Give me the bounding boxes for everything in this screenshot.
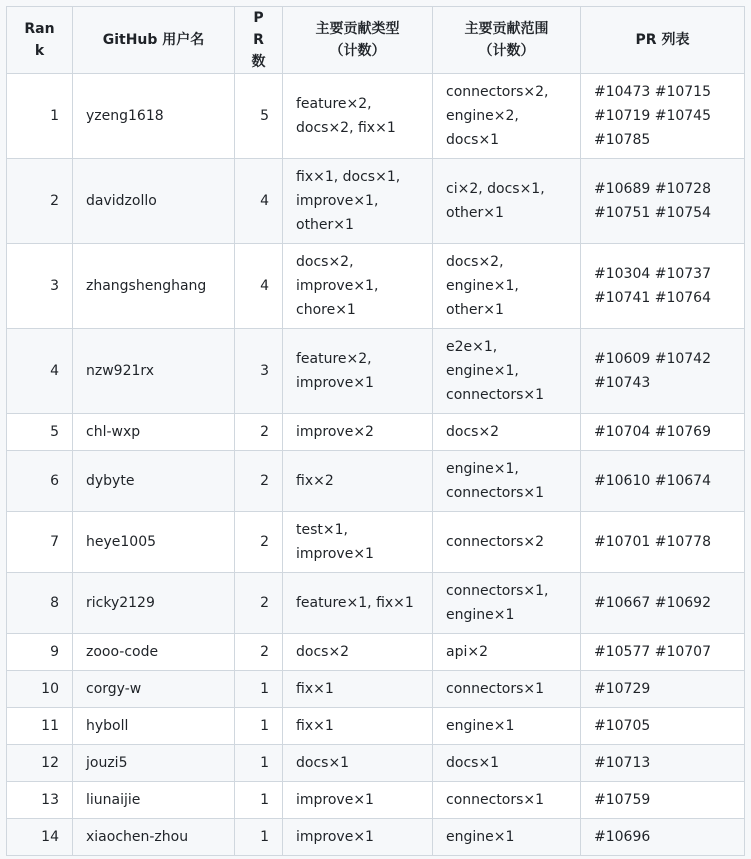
rank-cell: 9 <box>7 634 73 671</box>
pr-list-cell-line: #10705 <box>594 718 651 734</box>
scopes-cell-line: connectors×1, <box>446 583 549 599</box>
pr-list-cell-line: #10304 #10737 <box>594 266 711 282</box>
pr-list-cell-line: #10713 <box>594 755 651 771</box>
header-line: （计数） <box>478 43 535 59</box>
scopes-cell <box>433 819 581 856</box>
rank-cell: 6 <box>7 451 73 512</box>
scopes-cell-line: connectors×1 <box>446 485 545 501</box>
scopes-cell <box>433 329 581 414</box>
rank-cell: 4 <box>7 329 73 414</box>
table-row <box>7 414 745 451</box>
header-pr-list: PR 列表 <box>581 7 745 74</box>
pr-list-cell-line: #10609 #10742 <box>594 351 711 367</box>
table-row <box>7 451 745 512</box>
username-cell: ricky2129 <box>73 573 235 634</box>
scopes-cell <box>433 573 581 634</box>
types-cell-line: feature×2, <box>296 351 372 367</box>
types-cell <box>283 329 433 414</box>
table-row <box>7 159 745 244</box>
rank-cell: 14 <box>7 819 73 856</box>
rank-cell: 8 <box>7 573 73 634</box>
pr-count-cell: 2 <box>235 573 283 634</box>
types-cell <box>283 573 433 634</box>
rank-cell: 10 <box>7 671 73 708</box>
types-cell-line: improve×1, <box>296 278 379 294</box>
scopes-cell <box>433 708 581 745</box>
pr-list-cell <box>581 244 745 329</box>
contributors-table <box>6 6 745 856</box>
rank-cell: 1 <box>7 74 73 159</box>
pr-count-cell: 2 <box>235 634 283 671</box>
pr-count-cell: 2 <box>235 414 283 451</box>
scopes-cell <box>433 782 581 819</box>
pr-list-cell <box>581 573 745 634</box>
scopes-cell-line: e2e×1, <box>446 339 498 355</box>
pr-count-cell: 1 <box>235 671 283 708</box>
types-cell-line: feature×1, fix×1 <box>296 595 414 611</box>
scopes-cell-line: engine×1, <box>446 363 519 379</box>
types-cell-line: chore×1 <box>296 302 356 318</box>
pr-list-cell-line: #10751 #10754 <box>594 205 711 221</box>
scopes-cell <box>433 159 581 244</box>
pr-count-cell: 4 <box>235 159 283 244</box>
scopes-cell-line: docs×1 <box>446 755 500 771</box>
types-cell <box>283 671 433 708</box>
username-cell: heye1005 <box>73 512 235 573</box>
types-cell <box>283 708 433 745</box>
types-cell-line: docs×2 <box>296 644 350 660</box>
header-scopes <box>433 7 581 74</box>
types-cell <box>283 451 433 512</box>
types-cell-line: test×1, <box>296 522 348 538</box>
types-cell-line: improve×1, <box>296 193 379 209</box>
header-pr-count <box>235 7 283 74</box>
scopes-cell <box>433 74 581 159</box>
header-scopes-text <box>446 18 567 62</box>
pr-list-cell <box>581 512 745 573</box>
header-line: 主要贡献类型 <box>315 21 400 37</box>
pr-list-cell-line: #10729 <box>594 681 651 697</box>
table-row <box>7 244 745 329</box>
username-cell: davidzollo <box>73 159 235 244</box>
scopes-cell-line: connectors×1 <box>446 681 545 697</box>
scopes-cell-line: other×1 <box>446 302 504 318</box>
table-row <box>7 671 745 708</box>
types-cell-line: improve×1 <box>296 375 374 391</box>
types-cell-line: improve×2 <box>296 424 374 440</box>
scopes-cell <box>433 414 581 451</box>
types-cell-line: docs×2, fix×1 <box>296 120 396 136</box>
types-cell <box>283 244 433 329</box>
scopes-cell-line: engine×1 <box>446 718 515 734</box>
types-cell <box>283 745 433 782</box>
pr-count-cell: 3 <box>235 329 283 414</box>
scopes-cell-line: engine×1, <box>446 461 519 477</box>
types-cell <box>283 634 433 671</box>
pr-list-cell-line: #10785 <box>594 132 651 148</box>
scopes-cell-line: other×1 <box>446 205 504 221</box>
header-types-text <box>296 18 419 62</box>
pr-list-cell <box>581 74 745 159</box>
types-cell-line: fix×1, docs×1, <box>296 169 401 185</box>
scopes-cell-line: api×2 <box>446 644 488 660</box>
scopes-cell-line: engine×1 <box>446 829 515 845</box>
scopes-cell-line: engine×1, <box>446 278 519 294</box>
table-body <box>7 74 745 856</box>
table-row <box>7 708 745 745</box>
table-row <box>7 782 745 819</box>
username-cell: jouzi5 <box>73 745 235 782</box>
pr-list-cell <box>581 329 745 414</box>
pr-list-cell-line: #10577 #10707 <box>594 644 711 660</box>
table-header-row <box>7 7 745 74</box>
header-line: （计数） <box>329 43 386 59</box>
types-cell <box>283 512 433 573</box>
header-rank: Rank <box>7 7 73 74</box>
scopes-cell-line: docs×1 <box>446 132 500 148</box>
pr-list-cell-line: #10719 #10745 <box>594 108 711 124</box>
types-cell-line: other×1 <box>296 217 354 233</box>
types-cell-line: improve×1 <box>296 829 374 845</box>
pr-list-cell-line: #10473 #10715 <box>594 84 711 100</box>
pr-list-cell <box>581 414 745 451</box>
username-cell: zooo-code <box>73 634 235 671</box>
rank-cell: 7 <box>7 512 73 573</box>
types-cell-line: fix×1 <box>296 718 334 734</box>
username-cell: dybyte <box>73 451 235 512</box>
pr-list-cell <box>581 819 745 856</box>
rank-cell: 3 <box>7 244 73 329</box>
scopes-cell <box>433 451 581 512</box>
scopes-cell-line: connectors×2 <box>446 534 545 550</box>
types-cell-line: docs×1 <box>296 755 350 771</box>
pr-count-cell: 2 <box>235 512 283 573</box>
pr-list-cell-line: #10701 #10778 <box>594 534 711 550</box>
types-cell-line: fix×1 <box>296 681 334 697</box>
username-cell: xiaochen-zhou <box>73 819 235 856</box>
rank-cell: 5 <box>7 414 73 451</box>
pr-list-cell <box>581 634 745 671</box>
types-cell <box>283 159 433 244</box>
scopes-cell <box>433 634 581 671</box>
types-cell-line: feature×2, <box>296 96 372 112</box>
scopes-cell-line: docs×2, <box>446 254 504 270</box>
header-username: GitHub 用户名 <box>73 7 235 74</box>
types-cell <box>283 819 433 856</box>
pr-count-cell: 4 <box>235 244 283 329</box>
pr-list-cell-line: #10704 #10769 <box>594 424 711 440</box>
scopes-cell <box>433 512 581 573</box>
pr-list-cell-line: #10689 #10728 <box>594 181 711 197</box>
header-line: 数 <box>251 54 266 70</box>
username-cell: hyboll <box>73 708 235 745</box>
rank-cell: 2 <box>7 159 73 244</box>
scopes-cell-line: docs×2 <box>446 424 500 440</box>
table-row <box>7 573 745 634</box>
username-cell: corgy-w <box>73 671 235 708</box>
header-line: PR <box>253 10 264 48</box>
scopes-cell-line: connectors×2, <box>446 84 549 100</box>
pr-count-cell: 1 <box>235 745 283 782</box>
pr-list-cell <box>581 671 745 708</box>
types-cell <box>283 74 433 159</box>
types-cell-line: improve×1 <box>296 546 374 562</box>
header-line: 主要贡献范围 <box>464 21 549 37</box>
pr-list-cell <box>581 451 745 512</box>
pr-list-cell-line: #10743 <box>594 375 651 391</box>
pr-list-cell-line: #10759 <box>594 792 651 808</box>
pr-list-cell <box>581 708 745 745</box>
scopes-cell-line: engine×1 <box>446 607 515 623</box>
scopes-cell-line: engine×2, <box>446 108 519 124</box>
table-row <box>7 819 745 856</box>
table-row <box>7 512 745 573</box>
scopes-cell <box>433 671 581 708</box>
username-cell: chl-wxp <box>73 414 235 451</box>
scopes-cell <box>433 244 581 329</box>
table-row <box>7 634 745 671</box>
pr-count-cell: 1 <box>235 708 283 745</box>
types-cell <box>283 782 433 819</box>
types-cell <box>283 414 433 451</box>
pr-list-cell-line: #10667 #10692 <box>594 595 711 611</box>
types-cell-line: fix×2 <box>296 473 334 489</box>
username-cell: nzw921rx <box>73 329 235 414</box>
scopes-cell <box>433 745 581 782</box>
pr-list-cell-line: #10741 #10764 <box>594 290 711 306</box>
scopes-cell-line: connectors×1 <box>446 792 545 808</box>
username-cell: liunaijie <box>73 782 235 819</box>
username-cell: zhangshenghang <box>73 244 235 329</box>
rank-cell: 12 <box>7 745 73 782</box>
scopes-cell-line: ci×2, docs×1, <box>446 181 545 197</box>
pr-count-cell: 2 <box>235 451 283 512</box>
pr-list-cell-line: #10696 <box>594 829 651 845</box>
header-pr-count-text <box>248 7 269 73</box>
pr-count-cell: 1 <box>235 782 283 819</box>
pr-count-cell: 5 <box>235 74 283 159</box>
scopes-cell-line: connectors×1 <box>446 387 545 403</box>
rank-cell: 13 <box>7 782 73 819</box>
table-row <box>7 74 745 159</box>
table-row <box>7 329 745 414</box>
pr-list-cell-line: #10610 #10674 <box>594 473 711 489</box>
contributors-table-container <box>6 6 744 856</box>
types-cell-line: improve×1 <box>296 792 374 808</box>
pr-list-cell <box>581 782 745 819</box>
username-cell: yzeng1618 <box>73 74 235 159</box>
table-row <box>7 745 745 782</box>
types-cell-line: docs×2, <box>296 254 354 270</box>
header-types <box>283 7 433 74</box>
rank-cell: 11 <box>7 708 73 745</box>
pr-list-cell <box>581 159 745 244</box>
pr-count-cell: 1 <box>235 819 283 856</box>
pr-list-cell <box>581 745 745 782</box>
